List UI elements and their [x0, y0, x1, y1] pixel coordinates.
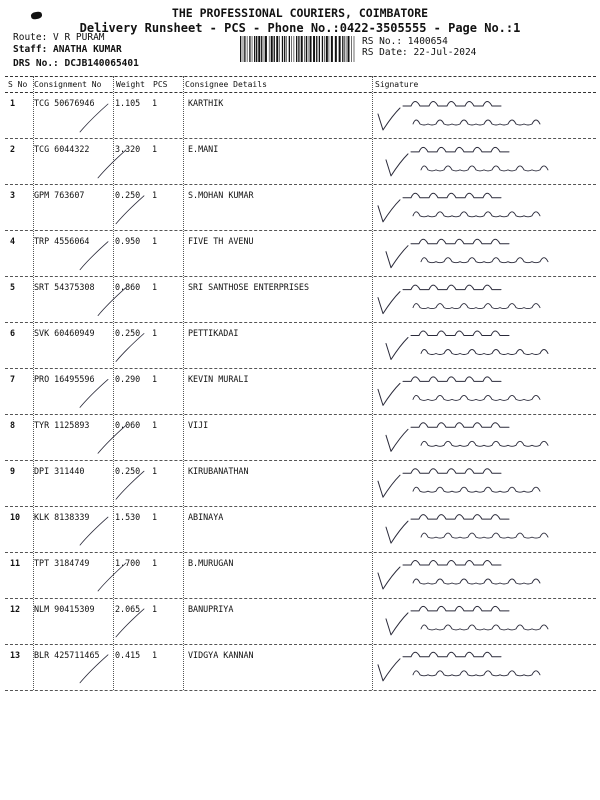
consignment-number: DPI 311440	[34, 466, 85, 476]
barcode-bar	[301, 36, 303, 62]
barcode-bar	[265, 36, 267, 62]
barcode-bar	[286, 36, 287, 62]
col-signature: Signature	[375, 80, 419, 89]
table-row	[5, 231, 596, 277]
table-row	[5, 139, 596, 185]
consignee-name: KIRUBANATHAN	[188, 466, 249, 476]
consignment-number: GPM 763607	[34, 190, 85, 200]
barcode-bar	[264, 36, 265, 62]
pieces-count: 1	[152, 236, 158, 246]
serial-number: 5	[10, 282, 16, 292]
barcode-bar	[319, 36, 320, 62]
barcode-bar	[279, 36, 280, 62]
runsheet-table	[5, 76, 596, 691]
consignee-name: E.MANI	[188, 144, 219, 154]
weight-value: 1.105	[115, 98, 141, 108]
weight-value: 2.065	[115, 604, 141, 614]
barcode-bar	[346, 36, 347, 62]
consignment-number: SRT 54375308	[34, 282, 95, 292]
serial-number: 3	[10, 190, 16, 200]
pieces-count: 1	[152, 466, 158, 476]
serial-number: 7	[10, 374, 16, 384]
barcode-bar	[310, 36, 312, 62]
weight-value: 0.860	[115, 282, 141, 292]
barcode-bar	[304, 36, 305, 62]
consignment-number: BLR 425711465	[34, 650, 100, 660]
table-row	[5, 185, 596, 231]
consignment-number: PRO 16495596	[34, 374, 95, 384]
staff-label: Staff: ANATHA KUMAR	[13, 44, 122, 55]
consignee-name: B.MURUGAN	[188, 558, 234, 568]
barcode-bar	[331, 36, 333, 62]
barcode-bar	[269, 36, 270, 62]
pieces-count: 1	[152, 558, 158, 568]
pieces-count: 1	[152, 190, 158, 200]
consignee-name: ABINAYA	[188, 512, 224, 522]
barcode-bar	[339, 36, 341, 62]
barcode-bar	[348, 36, 350, 62]
table-row	[5, 323, 596, 369]
weight-value: 0.290	[115, 374, 141, 384]
consignment-number: TCG 50676946	[34, 98, 95, 108]
table-body	[5, 93, 596, 691]
weight-value: 1.530	[115, 512, 141, 522]
serial-number: 6	[10, 328, 16, 338]
barcode-bar	[240, 36, 241, 62]
column-divider	[372, 76, 373, 690]
serial-number: 1	[10, 98, 16, 108]
serial-number: 11	[10, 558, 21, 568]
barcode-bar	[351, 36, 352, 62]
barcode-bar	[254, 36, 255, 62]
barcode-bar	[316, 36, 317, 62]
table-row	[5, 461, 596, 507]
serial-number: 8	[10, 420, 16, 430]
barcode-bar	[258, 36, 260, 62]
consignment-number: TRP 4556064	[34, 236, 90, 246]
barcode-image	[240, 36, 355, 62]
serial-number: 2	[10, 144, 16, 154]
barcode-bar	[354, 36, 355, 62]
serial-number: 13	[10, 650, 21, 660]
barcode-bar	[256, 36, 257, 62]
table-row	[5, 599, 596, 645]
column-divider	[183, 76, 184, 690]
barcode-bar	[289, 36, 290, 62]
barcode-bar	[244, 36, 245, 62]
barcode-bar	[291, 36, 292, 62]
rs-number: RS No.: 1400654	[362, 36, 448, 47]
weight-value: 0.060	[115, 420, 141, 430]
barcode-bar	[284, 36, 285, 62]
barcode-bar	[324, 36, 325, 62]
consignee-name: PETTIKADAI	[188, 328, 239, 338]
pieces-count: 1	[152, 328, 158, 338]
column-divider	[113, 76, 114, 690]
barcode-bar	[294, 36, 295, 62]
col-consignee: Consignee Details	[185, 80, 267, 89]
consignment-number: TPT 3184749	[34, 558, 90, 568]
serial-number: 4	[10, 236, 16, 246]
barcode-bar	[274, 36, 275, 62]
barcode-bar	[308, 36, 309, 62]
pieces-count: 1	[152, 650, 158, 660]
barcode-bar	[342, 36, 343, 62]
table-row	[5, 277, 596, 323]
pieces-count: 1	[152, 144, 158, 154]
consignee-name: KARTHIK	[188, 98, 224, 108]
consignee-name: VIJI	[188, 420, 209, 430]
table-row	[5, 553, 596, 599]
consignment-number: NLM 90415309	[34, 604, 95, 614]
barcode-bar	[296, 36, 297, 62]
rs-date: RS Date: 22-Jul-2024	[362, 47, 477, 58]
consignment-number: TCG 6044322	[34, 144, 90, 154]
col-pcs: PCS	[153, 80, 168, 89]
weight-value: 0.250	[115, 466, 141, 476]
serial-number: 9	[10, 466, 16, 476]
barcode-bar	[335, 36, 337, 62]
document-title: THE PROFESSIONAL COURIERS, COIMBATORE	[171, 6, 429, 20]
barcode-bar	[271, 36, 273, 62]
table-header	[5, 76, 596, 93]
pieces-count: 1	[152, 282, 158, 292]
table-row	[5, 415, 596, 461]
serial-number: 12	[10, 604, 21, 614]
consignee-name: VIDGYA KANNAN	[188, 650, 254, 660]
barcode-bar	[243, 36, 244, 62]
consignee-name: SRI SANTHOSE ENTERPRISES	[188, 282, 310, 292]
barcode-bar	[282, 36, 283, 62]
consignment-number: SVK 60460949	[34, 328, 95, 338]
consignment-number: KLK 8138339	[34, 512, 90, 522]
table-row	[5, 645, 596, 691]
weight-value: 0.415	[115, 650, 141, 660]
column-divider	[33, 76, 34, 690]
consignee-name: BANUPRIYA	[188, 604, 234, 614]
barcode-bar	[313, 36, 315, 62]
serial-number: 10	[10, 512, 21, 522]
barcode-bar	[298, 36, 299, 62]
weight-value: 0.250	[115, 190, 141, 200]
barcode-bar	[344, 36, 345, 62]
barcode-bar	[306, 36, 307, 62]
barcode-bar	[247, 36, 248, 62]
weight-value: 0.250	[115, 328, 141, 338]
barcode-bar	[261, 36, 262, 62]
document-subtitle: Delivery Runsheet - PCS - Phone No.:0422-3505555 - Page No.:1	[79, 21, 521, 35]
barcode-bar	[249, 36, 250, 62]
table-row	[5, 93, 596, 139]
col-consignment: Consignment No	[34, 80, 102, 89]
barcode-bar	[322, 36, 323, 62]
barcode-bar	[276, 36, 278, 62]
col-sno: S No	[8, 80, 28, 89]
pieces-count: 1	[152, 98, 158, 108]
table-row	[5, 369, 596, 415]
pieces-count: 1	[152, 604, 158, 614]
barcode-bar	[326, 36, 328, 62]
pieces-count: 1	[152, 374, 158, 384]
table-row	[5, 507, 596, 553]
barcode-bar	[252, 36, 253, 62]
consignee-name: FIVE TH AVENU	[188, 236, 254, 246]
drs-number: DRS No.: DCJB140065401	[13, 58, 139, 69]
consignee-name: S.MOHAN KUMAR	[188, 190, 254, 200]
weight-value: 0.950	[115, 236, 141, 246]
consignment-number: TYR 1125893	[34, 420, 90, 430]
barcode-bar	[329, 36, 330, 62]
consignee-name: KEVIN MURALI	[188, 374, 249, 384]
pieces-count: 1	[152, 420, 158, 430]
col-weight: Weight	[116, 80, 145, 89]
weight-value: 1.700	[115, 558, 141, 568]
route-label: Route: V R PURAM	[13, 32, 105, 43]
pieces-count: 1	[152, 512, 158, 522]
weight-value: 3.320	[115, 144, 141, 154]
